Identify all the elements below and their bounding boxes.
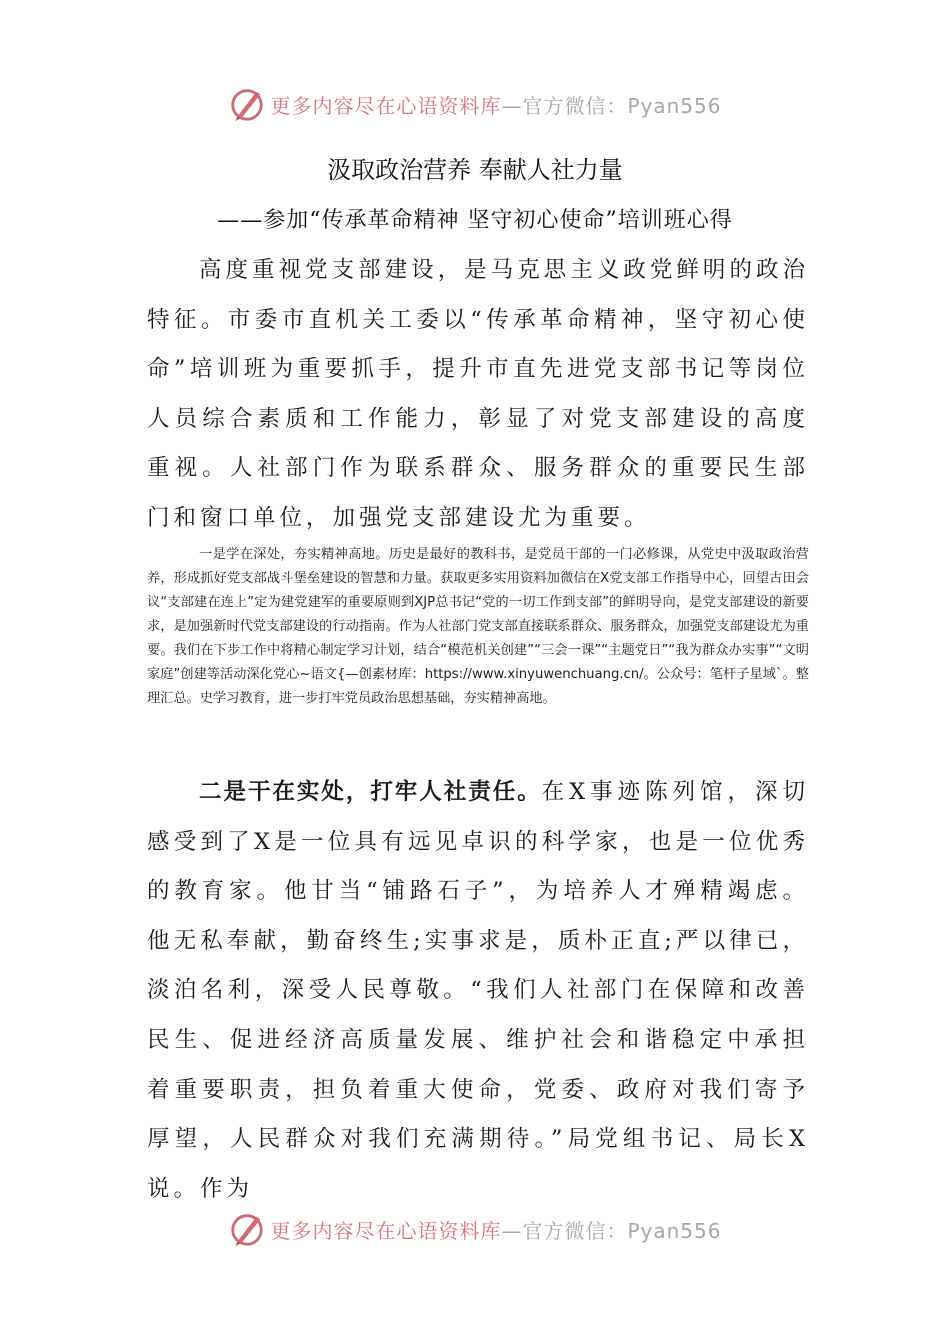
document-subtitle: ——参加“传承革命精神 坚守初心使命”培训班心得 xyxy=(217,208,733,233)
paragraph-work xyxy=(147,768,809,1214)
paragraph-work-lead: 二是干在实处，打牢人社责任。 xyxy=(199,779,542,805)
paragraph-study: 一是学在深处，夯实精神高地。历史是最好的教科书，是党员干部的一门必修课，从党史中汲取政治营养，形成抓好党支部战斗堡垒建设的智慧和力量。获取更多实用资料加微信在X党支部工作指导中心，回望古田会议“支部建在连上”定为建党建军的重要原则到XJP总书记“党的一切工作到支部”的鲜明导向，是党支部建设的新要求，是加强新时代党支部建设的行动指南。作为人社部门党支部直接联系群众、服务群众，加强党支部建设尤为重要。我们在下步工作中将精心制定学习计划，结合“模范机关创建”“三会一课”“主题党日”“我为群众办实事”“文明家庭”创建等活动深化党心~语文{—创素材库：https://www.xinyuwenchuang.cn/。公众号：笔杆子星域`。整理汇总。史学习教育，进一步打牢党员政治思想基础，夯实精神高地。 xyxy=(147,547,809,706)
watermark-suffix: —官方微信：Pyan556 xyxy=(501,93,722,118)
paragraph-intro: 高度重视党支部建设，是马克思主义政党鲜明的政治特征。市委市直机关工委以“传承革命精神，坚守初心使命”培训班为重要抓手，提升市直先进党支部书记等岗位人员综合素质和工作能力，彰显了对党支部建设的高度重视。人社部门作为联系群众、服务群众的重要民生部门和窗口单位，加强党支部建设尤为重要。 xyxy=(147,257,809,531)
document-title: 汲取政治营养 奉献人社力量 xyxy=(327,156,623,184)
watermark-banner-bottom xyxy=(0,1209,950,1249)
pen-circle-logo-icon xyxy=(228,85,266,123)
watermark-brand: 更多内容尽在心语资料库 xyxy=(270,1218,502,1243)
paragraph-work-body: 在X事迹陈列馆，深切感受到了X是一位具有远见卓识的科学家，也是一位优秀的教育家。他甘当“铺路石子”，为培养人才殚精竭虑。他无私奉献，勤奋终生;实事求是，质朴正直;严以律已，淡泊名利，深受人民尊敬。“我们人社部门在保障和改善民生、促进经济高质量发展、维护社会和谐稳定中承担着重要职责，担负着重大使命，党委、政府对我们寄予厚望，人民群众对我们充满期待。”局党组书记、局长X说。作为 xyxy=(147,779,809,1202)
watermark-brand: 更多内容尽在心语资料库 xyxy=(270,93,502,118)
pen-circle-logo-icon xyxy=(228,1210,266,1248)
watermark-banner-top xyxy=(0,84,950,124)
watermark-suffix: —官方微信：Pyan556 xyxy=(501,1218,722,1243)
